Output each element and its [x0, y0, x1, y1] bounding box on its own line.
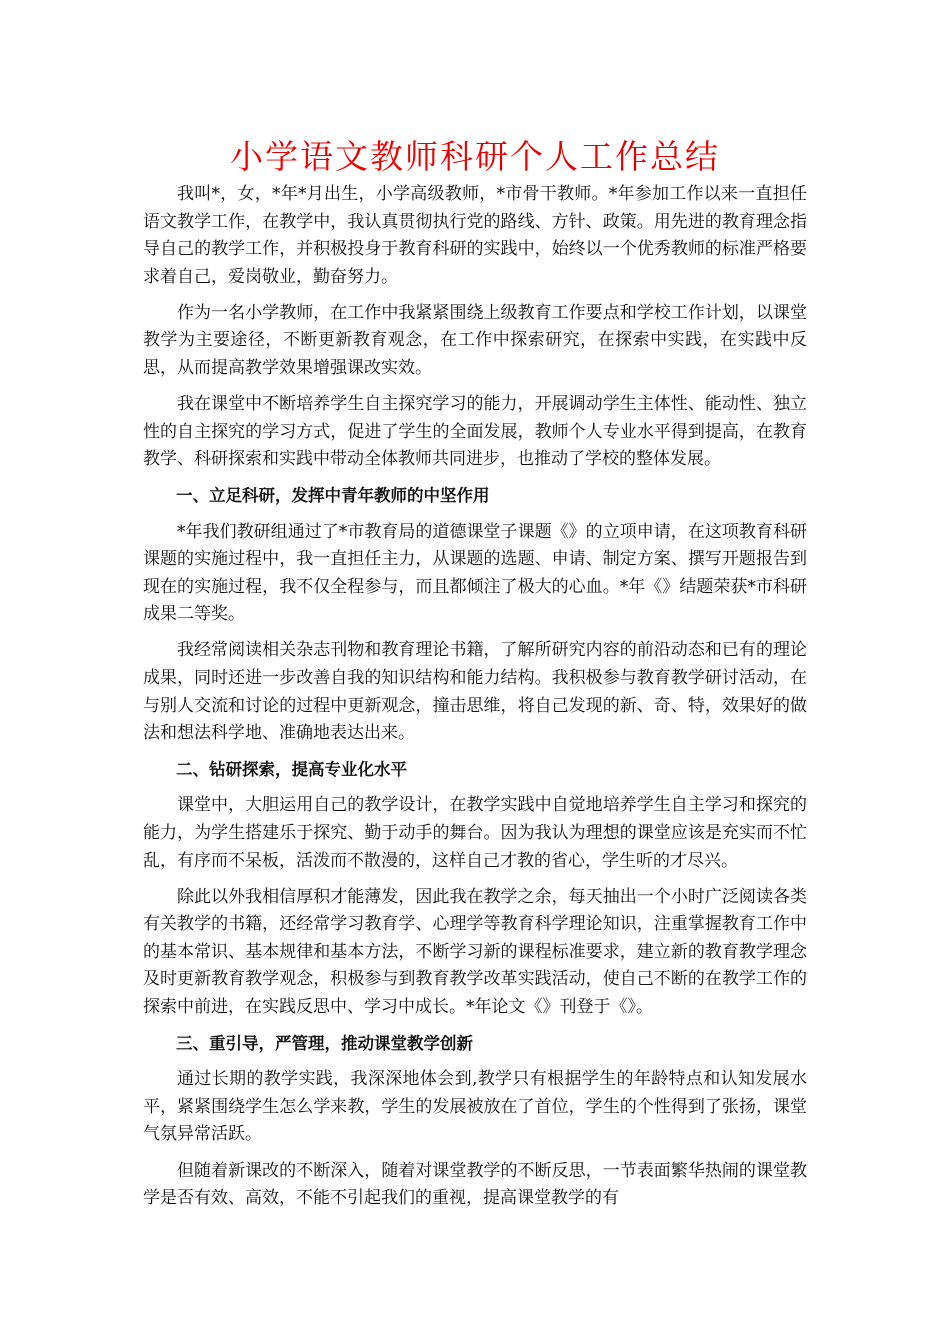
paragraph-reform: 但随着新课改的不断深入，随着对课堂教学的不断反思，一节表面繁华热闹的课堂教学是否有效、高效，不能不引起我们的重视，提高课堂教学的有	[143, 1160, 807, 1209]
paragraph-practice: 通过长期的教学实践，我深深地体会到,教学只有根据学生的年龄特点和认知发展水平，紧紧围绕学生怎么学来教，学生的发展被放在了首位，学生的个性得到了张扬，课堂气氛异常活跃。	[143, 1069, 807, 1145]
paragraph-teaching-design: 课堂中，大胆运用自己的教学设计，在教学实践中自觉地培养学生自主学习和探究的能力，为学生搭建乐于探究、勤于动手的舞台。因为我认为理想的课堂应该是充实而不忙乱，有序而不呆板，活泼而不散漫的，这样自己才教的省心，学生听的才尽兴。	[143, 795, 807, 871]
document-body	[143, 181, 807, 1221]
section-heading-1: 一、立足科研，发挥中青年教师的中坚作用	[176, 486, 490, 506]
document-title: 小学语文教师科研个人工作总结	[230, 137, 720, 176]
paragraph-role: 作为一名小学教师，在工作中我紧紧围绕上级教育工作要点和学校工作计划，以课堂教学为主要途径，不断更新教育观念，在工作中探索研究，在探索中实践，在实践中反思，从而提高教学效果增强课改实效。	[143, 302, 807, 379]
paragraph-classroom: 我在课堂中不断培养学生自主探究学习的能力，开展调动学生主体性、能动性、独立性的自主探究的学习方式，促进了学生的全面发展，教师个人专业水平得到提高，在教育教学、科研探索和实践中带动全体教师共同进步，也推动了学校的整体发展。	[143, 394, 807, 470]
section-heading-2: 二、钻研探索，提高专业化水平	[176, 760, 407, 780]
section-heading-3: 三、重引导，严管理，推动课堂教学创新	[176, 1034, 473, 1054]
paragraph-self-study: 除此以外我相信厚积才能薄发，因此我在教学之余，每天抽出一个小时广泛阅读各类有关教学的书籍，还经常学习教育学、心理学等教育科学理论知识，注重掌握教育工作中的基本常识、基本规律和基本方法，不断学习新的课程标准要求，建立新的教育教学理念及时更新教育教学观念，积极参与到教育教学改革实践活动，使自己不断的在教学工作的探索中前进，在实践反思中、学习中成长。*年论文《》刊登于《》。	[143, 886, 807, 1018]
paragraph-intro: 我叫*，女，*年*月出生，小学高级教师，*市骨干教师。*年参加工作以来一直担任语文教学工作，在教学中，我认真贯彻执行党的路线、方针、政策。用先进的教育理念指导自己的教学工作，并积极投身于教育科研的实践中，始终以一个优秀教师的标准严格要求着自己，爱岗敬业，勤奋努力。	[143, 184, 807, 287]
paragraph-reading: 我经常阅读相关杂志刊物和教育理论书籍，了解所研究内容的前沿动态和已有的理论成果，同时还进一步改善自我的知识结构和能力结构。我积极参与教育教学研讨活动，在与别人交流和讨论的过程中更新观念，撞击思维，将自己发现的新、奇、特，效果好的做法和想法科学地、准确地表达出来。	[143, 640, 807, 744]
paragraph-research-project: *年我们教研组通过了*市教育局的道德课堂子课题《》的立项申请，在这项教育科研课题的实施过程中，我一直担任主力，从课题的选题、申请、制定方案、撰写开题报告到现在的实施过程，我不仅全程参与，而且都倾注了极大的心血。*年《》结题荣获*市科研成果二等奖。	[143, 521, 807, 625]
